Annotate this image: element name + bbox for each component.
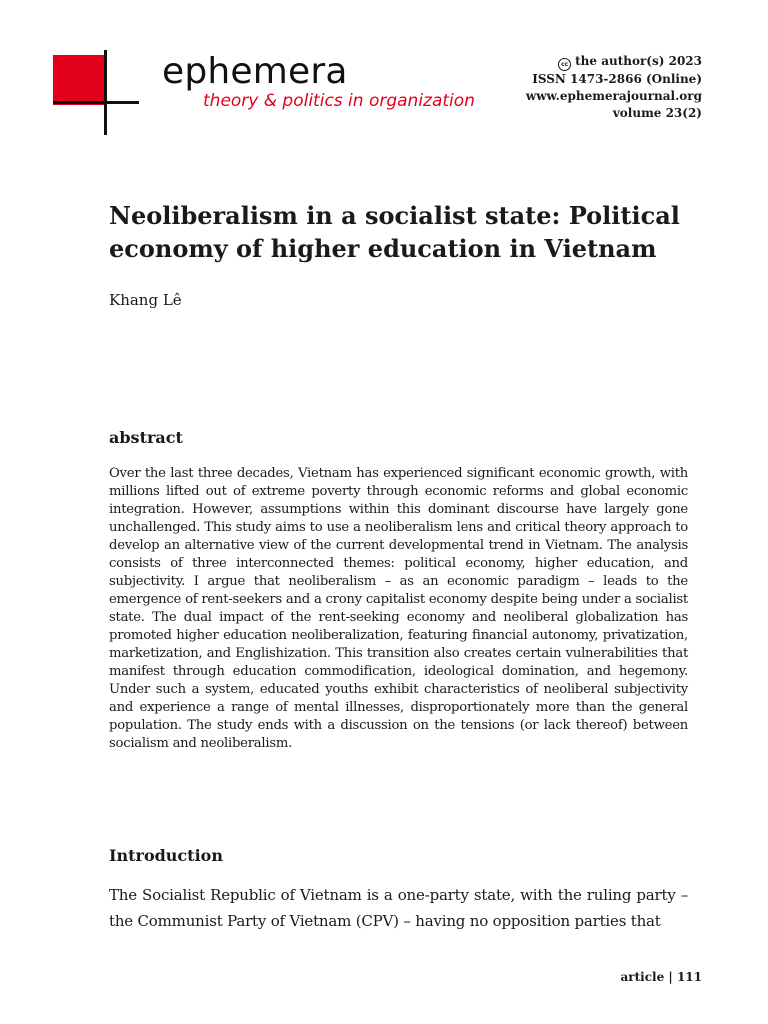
logo-red-square: [53, 55, 105, 105]
article-title: Neoliberalism in a socialist state: Political economy of higher education in Vietnam: [109, 201, 680, 263]
introduction-heading: Introduction: [109, 846, 223, 865]
journal-tagline: theory & politics in organization: [203, 91, 475, 111]
abstract-text: Over the last three decades, Vietnam has experienced significant economic growth, with millions lifted out of extreme poverty through economic reforms and global economic integration. However, assumptions within this dominant discourse have largely gone unchallenged. This study aims to use a neoliberalism lens and critical theory approach to develop an alternative view of the current developmental trend in Vietnam. The analysis consists of three interconnected themes: political economy, higher education, and subjectivity. I argue that neoliberalism – as an economic paradigm – leads to the emergence of rent-seekers and a crony capitalist economy despite being under a socialist state. The dual impact of the rent-seeking economy and neoliberal globalization has promoted higher education neoliberalization, featuring financial autonomy, privatization, marketization, and Englishization. This transition also creates certain vulnerabilities that manifest through education commodification, ideological domination, and hegemony. Under such a system, educated youths exhibit characteristics of neoliberal subjectivity and experience a range of mental illnesses, disproportionately more than the general population. The study ends with a discussion on the tensions (or lack thereof) between socialism and neoliberalism.: [109, 466, 688, 751]
website-link[interactable]: www.ephemerajournal.org: [525, 89, 702, 103]
journal-name: ephemera: [162, 51, 348, 92]
logo-horizontal-line: [53, 101, 139, 104]
volume: volume 23(2): [612, 106, 702, 120]
abstract-heading: abstract: [109, 428, 183, 447]
copyright-line: [526, 53, 702, 71]
copyright-text: the author(s) 2023: [575, 54, 702, 68]
creative-commons-icon: cc: [558, 58, 571, 71]
journal-meta: [526, 53, 702, 122]
article-author: Khang Lê: [109, 291, 182, 309]
issn: ISSN 1473-2866 (Online): [532, 72, 702, 86]
introduction-text: The Socialist Republic of Vietnam is a one-party state, with the ruling party – the Communist Party of Vietnam (CPV) – having no opposition parties that: [109, 886, 688, 930]
page-footer: article | 111: [620, 970, 702, 984]
logo-vertical-line: [104, 50, 107, 135]
